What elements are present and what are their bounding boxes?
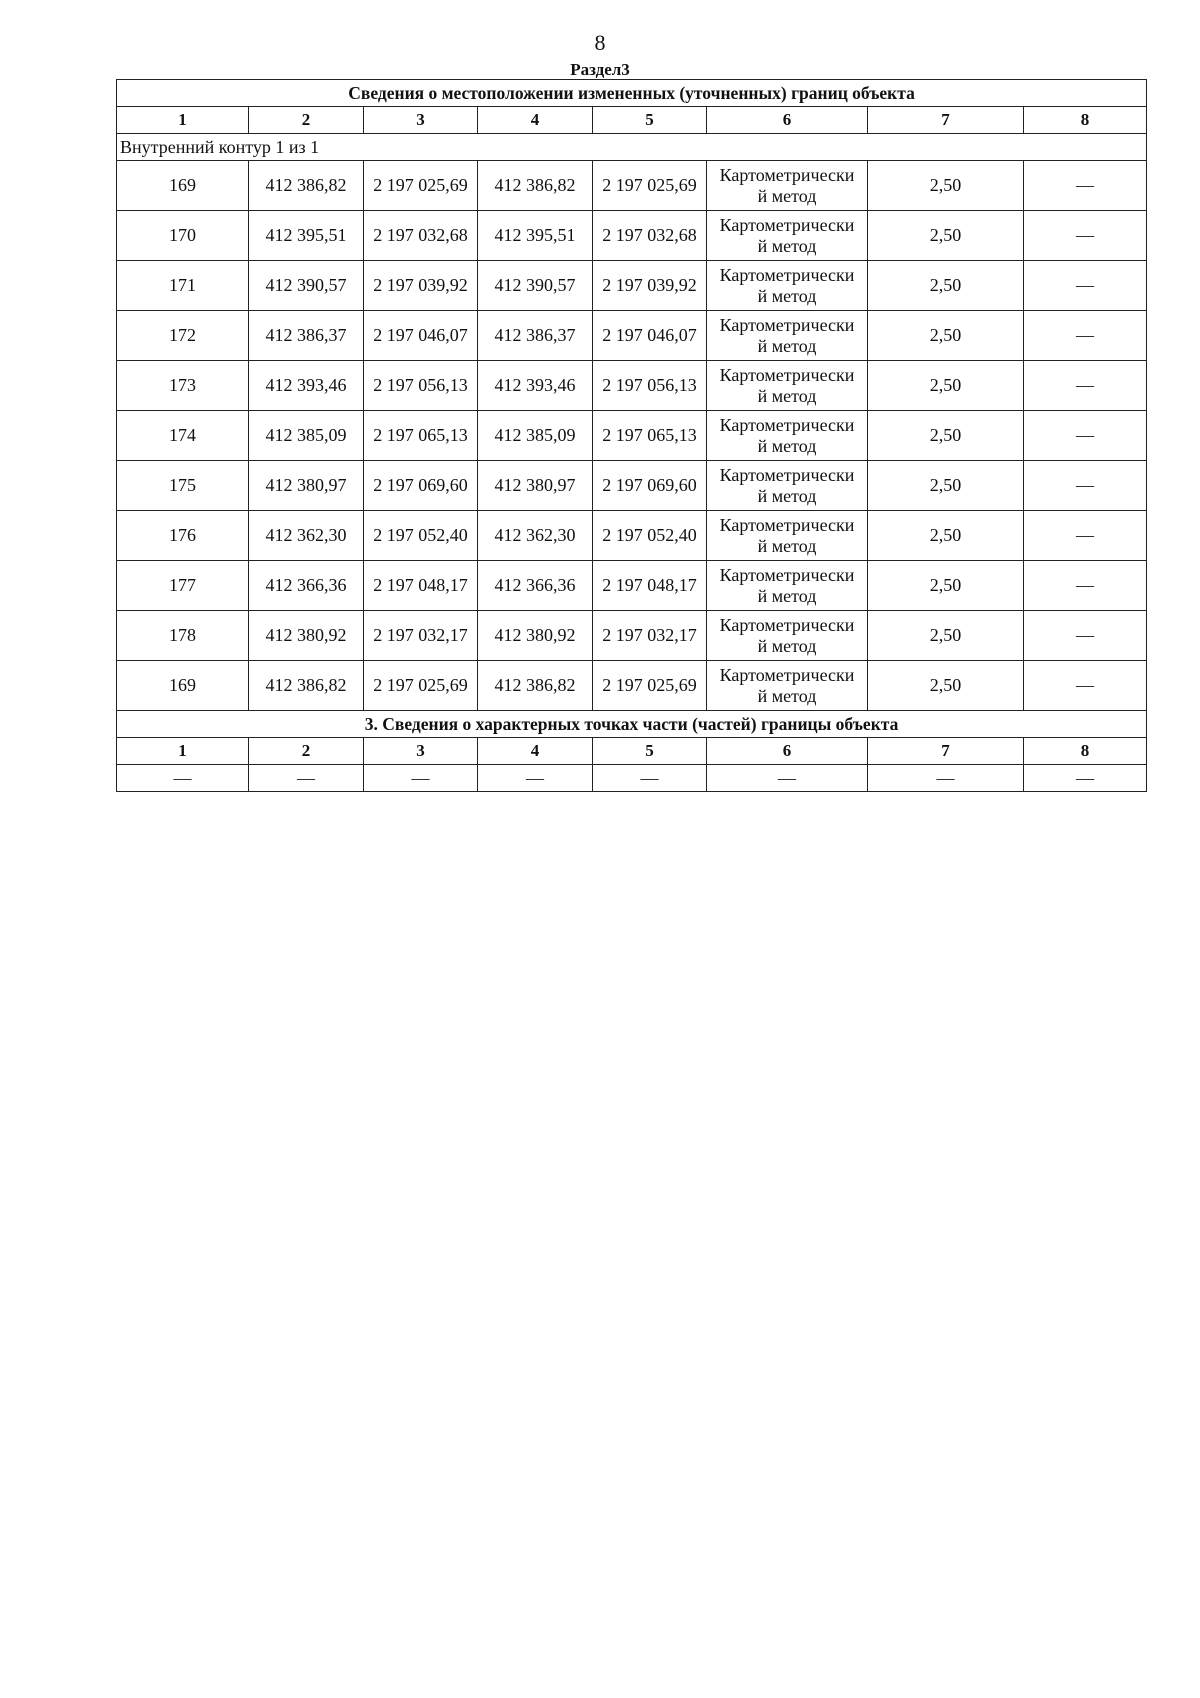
note-cell: — — [1024, 361, 1147, 411]
table-row — [117, 261, 1147, 311]
x-new-cell: 412 390,57 — [478, 261, 593, 311]
y-old-cell: 2 197 052,40 — [364, 511, 478, 561]
method-line-2: й метод — [757, 185, 817, 206]
method-cell — [707, 311, 868, 361]
column-header: 7 — [868, 107, 1024, 134]
method-line-2: й метод — [757, 585, 817, 606]
x-old-cell: 412 380,97 — [249, 461, 364, 511]
x-old-cell: 412 386,82 — [249, 661, 364, 711]
x-new-cell: 412 386,37 — [478, 311, 593, 361]
y-new-cell: 2 197 039,92 — [593, 261, 707, 311]
point-cell: 176 — [117, 511, 249, 561]
parts-column-header: 5 — [593, 738, 707, 765]
table-body — [117, 80, 1147, 792]
method-line-1: Картометрически — [719, 264, 855, 285]
method-cell — [707, 611, 868, 661]
column-header: 5 — [593, 107, 707, 134]
y-old-cell: 2 197 069,60 — [364, 461, 478, 511]
note-cell: — — [1024, 611, 1147, 661]
boundary-table — [116, 79, 1147, 792]
method-cell — [707, 461, 868, 511]
method-line-1: Картометрически — [719, 464, 855, 485]
x-old-cell: 412 395,51 — [249, 211, 364, 261]
parts-column-header: 2 — [249, 738, 364, 765]
parts-empty-row — [117, 765, 1147, 792]
table-row — [117, 411, 1147, 461]
method-cell — [707, 511, 868, 561]
point-cell: 170 — [117, 211, 249, 261]
parts-column-header: 6 — [707, 738, 868, 765]
x-new-cell: 412 380,92 — [478, 611, 593, 661]
empty-cell: — — [868, 765, 1024, 792]
method-line-1: Картометрически — [719, 314, 855, 335]
column-header-row — [117, 107, 1147, 134]
table-row — [117, 211, 1147, 261]
accuracy-cell: 2,50 — [868, 461, 1024, 511]
x-new-cell: 412 385,09 — [478, 411, 593, 461]
accuracy-cell: 2,50 — [868, 211, 1024, 261]
y-old-cell: 2 197 025,69 — [364, 661, 478, 711]
y-new-cell: 2 197 025,69 — [593, 661, 707, 711]
method-line-2: й метод — [757, 335, 817, 356]
x-new-cell: 412 395,51 — [478, 211, 593, 261]
parts-column-header: 1 — [117, 738, 249, 765]
method-line-1: Картометрически — [719, 514, 855, 535]
method-line-2: й метод — [757, 535, 817, 556]
column-header: 2 — [249, 107, 364, 134]
table-row — [117, 511, 1147, 561]
y-new-cell: 2 197 052,40 — [593, 511, 707, 561]
y-new-cell: 2 197 032,17 — [593, 611, 707, 661]
x-new-cell: 412 362,30 — [478, 511, 593, 561]
method-line-1: Картометрически — [719, 364, 855, 385]
table-row — [117, 661, 1147, 711]
section-heading: Раздел3 — [570, 60, 630, 79]
x-new-cell: 412 386,82 — [478, 661, 593, 711]
column-header: 4 — [478, 107, 593, 134]
note-cell: — — [1024, 461, 1147, 511]
y-old-cell: 2 197 032,17 — [364, 611, 478, 661]
note-cell: — — [1024, 661, 1147, 711]
point-cell: 173 — [117, 361, 249, 411]
point-cell: 177 — [117, 561, 249, 611]
y-old-cell: 2 197 025,69 — [364, 161, 478, 211]
accuracy-cell: 2,50 — [868, 411, 1024, 461]
method-cell — [707, 661, 868, 711]
method-cell — [707, 261, 868, 311]
table-title-row — [117, 80, 1147, 107]
table-row — [117, 561, 1147, 611]
column-header: 1 — [117, 107, 249, 134]
x-new-cell: 412 393,46 — [478, 361, 593, 411]
y-old-cell: 2 197 032,68 — [364, 211, 478, 261]
page-number: 8 — [594, 30, 606, 55]
parts-column-header: 8 — [1024, 738, 1147, 765]
column-header: 8 — [1024, 107, 1147, 134]
method-line-2: й метод — [757, 635, 817, 656]
y-new-cell: 2 197 069,60 — [593, 461, 707, 511]
method-line-2: й метод — [757, 385, 817, 406]
point-cell: 169 — [117, 661, 249, 711]
empty-cell: — — [364, 765, 478, 792]
accuracy-cell: 2,50 — [868, 661, 1024, 711]
x-new-cell: 412 380,97 — [478, 461, 593, 511]
empty-cell: — — [478, 765, 593, 792]
method-cell — [707, 361, 868, 411]
parts-table-title: 3. Сведения о характерных точках части (частей) границы объекта — [117, 711, 1147, 738]
x-old-cell: 412 366,36 — [249, 561, 364, 611]
y-old-cell: 2 197 046,07 — [364, 311, 478, 361]
parts-column-header-row — [117, 738, 1147, 765]
x-old-cell: 412 362,30 — [249, 511, 364, 561]
note-cell: — — [1024, 561, 1147, 611]
y-old-cell: 2 197 065,13 — [364, 411, 478, 461]
y-old-cell: 2 197 039,92 — [364, 261, 478, 311]
x-new-cell: 412 386,82 — [478, 161, 593, 211]
accuracy-cell: 2,50 — [868, 261, 1024, 311]
accuracy-cell: 2,50 — [868, 361, 1024, 411]
table-row — [117, 611, 1147, 661]
x-old-cell: 412 386,37 — [249, 311, 364, 361]
method-line-2: й метод — [757, 235, 817, 256]
note-cell: — — [1024, 311, 1147, 361]
method-line-1: Картометрически — [719, 214, 855, 235]
column-header: 3 — [364, 107, 478, 134]
method-line-1: Картометрически — [719, 614, 855, 635]
accuracy-cell: 2,50 — [868, 311, 1024, 361]
point-cell: 174 — [117, 411, 249, 461]
y-new-cell: 2 197 056,13 — [593, 361, 707, 411]
method-line-1: Картометрически — [719, 164, 855, 185]
table-title: Сведения о местоположении измененных (уточненных) границ объекта — [117, 80, 1147, 107]
method-line-1: Картометрически — [719, 564, 855, 585]
accuracy-cell: 2,50 — [868, 161, 1024, 211]
table-row — [117, 161, 1147, 211]
method-cell — [707, 161, 868, 211]
parts-column-header: 4 — [478, 738, 593, 765]
accuracy-cell: 2,50 — [868, 511, 1024, 561]
x-old-cell: 412 386,82 — [249, 161, 364, 211]
parts-column-header: 7 — [868, 738, 1024, 765]
empty-cell: — — [593, 765, 707, 792]
table-row — [117, 461, 1147, 511]
note-cell: — — [1024, 161, 1147, 211]
empty-cell: — — [249, 765, 364, 792]
method-line-1: Картометрически — [719, 414, 855, 435]
y-old-cell: 2 197 048,17 — [364, 561, 478, 611]
point-cell: 171 — [117, 261, 249, 311]
accuracy-cell: 2,50 — [868, 561, 1024, 611]
method-line-2: й метод — [757, 285, 817, 306]
contour-label: Внутренний контур 1 из 1 — [117, 134, 1147, 161]
x-old-cell: 412 385,09 — [249, 411, 364, 461]
column-header: 6 — [707, 107, 868, 134]
y-old-cell: 2 197 056,13 — [364, 361, 478, 411]
method-line-2: й метод — [757, 485, 817, 506]
y-new-cell: 2 197 025,69 — [593, 161, 707, 211]
method-line-2: й метод — [757, 685, 817, 706]
parts-column-header: 3 — [364, 738, 478, 765]
x-old-cell: 412 380,92 — [249, 611, 364, 661]
y-new-cell: 2 197 065,13 — [593, 411, 707, 461]
contour-row — [117, 134, 1147, 161]
note-cell: — — [1024, 211, 1147, 261]
empty-cell: — — [1024, 765, 1147, 792]
parts-title-row — [117, 711, 1147, 738]
method-cell — [707, 411, 868, 461]
x-old-cell: 412 393,46 — [249, 361, 364, 411]
point-cell: 175 — [117, 461, 249, 511]
point-cell: 169 — [117, 161, 249, 211]
method-line-2: й метод — [757, 435, 817, 456]
y-new-cell: 2 197 048,17 — [593, 561, 707, 611]
note-cell: — — [1024, 511, 1147, 561]
table-row — [117, 361, 1147, 411]
y-new-cell: 2 197 046,07 — [593, 311, 707, 361]
point-cell: 178 — [117, 611, 249, 661]
note-cell: — — [1024, 261, 1147, 311]
note-cell: — — [1024, 411, 1147, 461]
method-line-1: Картометрически — [719, 664, 855, 685]
x-old-cell: 412 390,57 — [249, 261, 364, 311]
empty-cell: — — [707, 765, 868, 792]
table-row — [117, 311, 1147, 361]
x-new-cell: 412 366,36 — [478, 561, 593, 611]
point-cell: 172 — [117, 311, 249, 361]
method-cell — [707, 561, 868, 611]
accuracy-cell: 2,50 — [868, 611, 1024, 661]
empty-cell: — — [117, 765, 249, 792]
method-cell — [707, 211, 868, 261]
y-new-cell: 2 197 032,68 — [593, 211, 707, 261]
